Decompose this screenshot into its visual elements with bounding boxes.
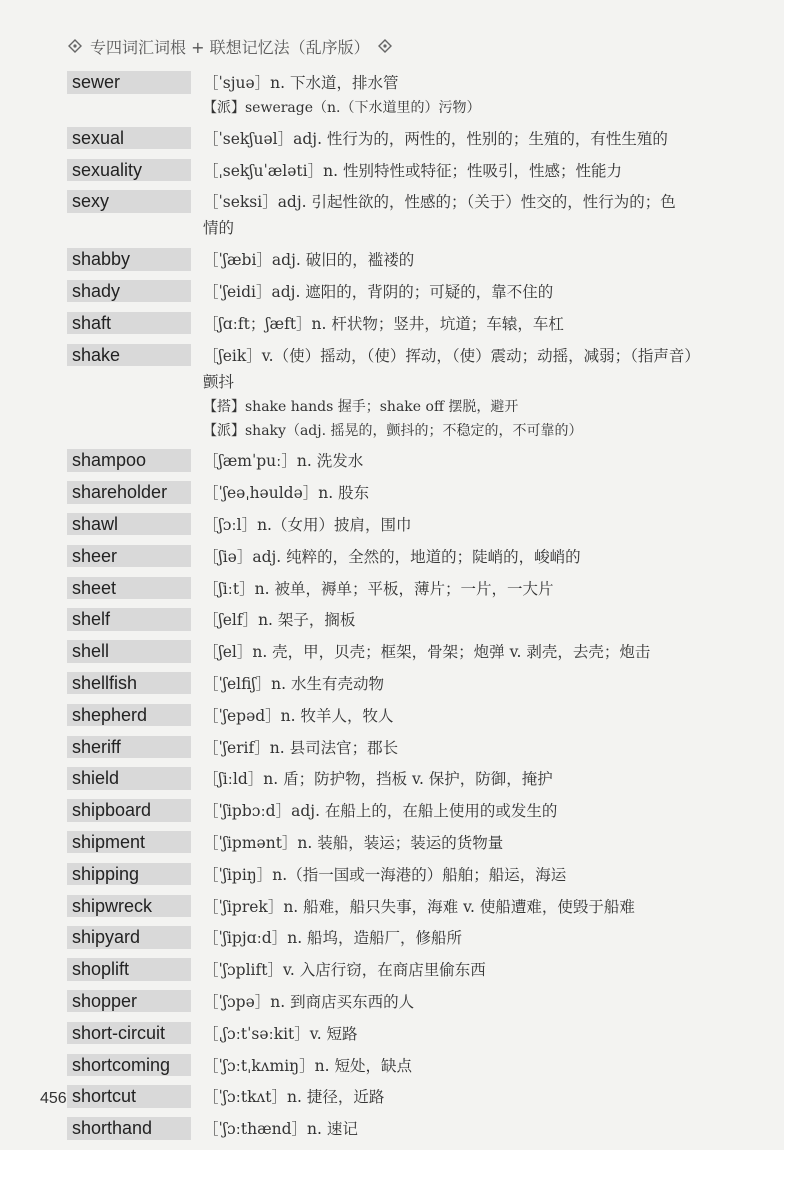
- headword: shoplift: [67, 958, 191, 981]
- headword: shipboard: [67, 799, 191, 822]
- definition: [191, 576, 717, 602]
- definition: [191, 925, 717, 951]
- headword: shipping: [67, 863, 191, 886]
- vocab-entry: [67, 576, 717, 602]
- definition-line: ［ʃelf］n. 架子，搁板: [203, 611, 356, 630]
- definition: [191, 247, 717, 273]
- vocab-entry: [67, 279, 717, 305]
- headword: sexual: [67, 127, 191, 150]
- definition-line: ［ˈʃipmənt］n. 装船，装运；装运的货物量: [203, 833, 504, 852]
- headword: sexuality: [67, 159, 191, 182]
- definition-line: ［ˈʃæbi］adj. 破旧的，褴褛的: [203, 251, 415, 270]
- vocab-entry: [67, 247, 717, 273]
- definition-line: ［ˈʃɔːthænd］n. 速记: [203, 1120, 358, 1139]
- diamond-ornament-icon: [68, 39, 82, 53]
- headword: shipyard: [67, 926, 191, 949]
- definition: [191, 311, 717, 337]
- headword: shawl: [67, 513, 191, 536]
- vocab-entry: [67, 766, 717, 792]
- vocab-entry: [67, 544, 717, 570]
- definition-line: ［ˌsekʃuˈæləti］n. 性别特性或特征；性吸引，性感；性能力: [203, 161, 622, 180]
- headword: shareholder: [67, 481, 191, 504]
- definition: [191, 798, 717, 824]
- headword: shelf: [67, 608, 191, 631]
- definition: [191, 766, 717, 792]
- definition-line: ［ˈʃɔːtˌkʌmiŋ］n. 短处，缺点: [203, 1056, 412, 1075]
- definition: [191, 957, 717, 983]
- headword: shellfish: [67, 672, 191, 695]
- definition-line: ［ˈʃɔːtkʌt］n. 捷径，近路: [203, 1088, 385, 1107]
- headword: shabby: [67, 248, 191, 271]
- vocab-entry: [67, 1084, 717, 1110]
- vocab-entry: [67, 862, 717, 888]
- definition-line: ［ʃiːld］n. 盾；防护物，挡板 v. 保护，防御，掩护: [203, 770, 553, 789]
- definition: [191, 448, 717, 474]
- definition-line: ［ˈʃipbɔːd］adj. 在船上的，在船上使用的或发生的: [203, 802, 558, 821]
- header-title: 专四词汇词根 + 联想记忆法（乱序版）: [90, 37, 370, 57]
- headword: shopper: [67, 990, 191, 1013]
- vocab-entry: [67, 925, 717, 951]
- definition: [191, 343, 717, 443]
- definition-line: ［ˈsekʃuəl］adj. 性行为的，两性的，性别的；生殖的，有性生殖的: [203, 129, 668, 148]
- definition-line: 颤抖: [203, 372, 235, 391]
- headword: shortcut: [67, 1085, 191, 1108]
- vocab-entry: [67, 735, 717, 761]
- definition-line: ［ˈseksi］adj. 引起性欲的，性感的；（关于）性交的，性行为的；色: [203, 193, 676, 212]
- definition-line: ［ˈʃiprek］n. 船难，船只失事，海难 v. 使船遭难，使毁于船难: [203, 897, 635, 916]
- headword: shake: [67, 344, 191, 367]
- definition-line: ［ˈʃerif］n. 县司法官；郡长: [203, 738, 399, 757]
- vocab-entry: [67, 607, 717, 633]
- vocabulary-list: [67, 70, 717, 1148]
- derivation-line: 【派】sewerage（n.（下水道里的）污物）: [203, 100, 481, 116]
- vocab-entry: [67, 480, 717, 506]
- definition-line: ［ʃæmˈpuː］n. 洗发水: [203, 452, 364, 471]
- headword: shield: [67, 767, 191, 790]
- headword: shorthand: [67, 1117, 191, 1140]
- headword: shaft: [67, 312, 191, 335]
- definition-line: ［ʃiə］adj. 纯粹的，全然的，地道的；陡峭的，峻峭的: [203, 547, 581, 566]
- headword: shepherd: [67, 704, 191, 727]
- page-number: 456: [40, 1090, 67, 1107]
- vocab-entry: [67, 1021, 717, 1047]
- headword: shampoo: [67, 449, 191, 472]
- vocab-entry: [67, 1116, 717, 1142]
- definition-line: ［ˈʃepəd］n. 牧羊人，牧人: [203, 706, 394, 725]
- definition: [191, 480, 717, 506]
- vocab-entry: [67, 343, 717, 443]
- definition-line: ［ʃɑːft；ʃæft］n. 杆状物；竖井，坑道；车辕，车杠: [203, 314, 564, 333]
- definition: [191, 830, 717, 856]
- definition-line: ［ˈʃeəˌhəuldə］n. 股东: [203, 484, 370, 503]
- vocab-entry: [67, 311, 717, 337]
- definition: [191, 512, 717, 538]
- headword: shady: [67, 280, 191, 303]
- definition-line: ［ˌʃɔːtˈsəːkit］v. 短路: [203, 1024, 358, 1043]
- definition: [191, 989, 717, 1015]
- definition: [191, 544, 717, 570]
- definition-line: ［ʃɔːl］n.（女用）披肩，围巾: [203, 515, 412, 534]
- definition: [191, 862, 717, 888]
- definition: [191, 894, 717, 920]
- vocab-entry: [67, 957, 717, 983]
- definition-line: ［ˈʃipiŋ］n.（指一国或一海港的）船舶；船运，海运: [203, 865, 567, 884]
- definition-line: ［ˈʃɔplift］v. 入店行窃，在商店里偷东西: [203, 961, 486, 980]
- definition-line: ［ˈʃɔpə］n. 到商店买东西的人: [203, 992, 415, 1011]
- definition: [191, 639, 717, 665]
- derivation-line: 【搭】shake hands 握手；shake off 摆脱，避开: [203, 398, 519, 415]
- definition: [191, 279, 717, 305]
- definition: [191, 1021, 717, 1047]
- diamond-ornament-icon: [378, 39, 392, 53]
- definition-line: ［ˈʃipjɑːd］n. 船坞，造船厂，修船所: [203, 929, 463, 948]
- headword: short-circuit: [67, 1022, 191, 1045]
- vocab-entry: [67, 639, 717, 665]
- vocab-entry: [67, 671, 717, 697]
- vocab-entry: [67, 126, 717, 152]
- definition: [191, 607, 717, 633]
- running-header: [68, 34, 392, 58]
- definition: [191, 1053, 717, 1079]
- definition-line: ［ˈʃeidi］adj. 遮阳的，背阴的；可疑的，靠不住的: [203, 282, 554, 301]
- definition: [191, 703, 717, 729]
- vocab-entry: [67, 703, 717, 729]
- headword: shell: [67, 640, 191, 663]
- definition-line: ［ˈsjuə］n. 下水道，排水管: [203, 74, 399, 92]
- vocab-entry: [67, 70, 717, 120]
- definition: [191, 735, 717, 761]
- definition: [191, 1084, 717, 1110]
- headword: sheet: [67, 577, 191, 600]
- vocab-entry: [67, 989, 717, 1015]
- headword: shipwreck: [67, 895, 191, 918]
- vocab-entry: [67, 512, 717, 538]
- definition: [191, 126, 717, 152]
- definition: [191, 671, 717, 697]
- page-edge: [784, 0, 800, 1150]
- definition-line: ［ˈʃelfiʃ］n. 水生有壳动物: [203, 674, 384, 693]
- vocab-entry: [67, 448, 717, 474]
- page-margin: [0, 1150, 800, 1193]
- headword: shipment: [67, 831, 191, 854]
- headword: sewer: [67, 71, 191, 94]
- definition-line: ［ʃeik］v.（使）摇动，（使）挥动，（使）震动；动摇，减弱；（指声音）: [203, 346, 700, 365]
- headword: sexy: [67, 190, 191, 213]
- derivation-line: 【派】shaky（adj. 摇晃的，颤抖的；不稳定的，不可靠的）: [203, 422, 583, 439]
- headword: sheriff: [67, 736, 191, 759]
- vocab-entry: [67, 830, 717, 856]
- vocab-entry: [67, 798, 717, 824]
- definition-line: 情的: [203, 219, 235, 238]
- headword: sheer: [67, 545, 191, 568]
- definition: [191, 189, 717, 241]
- definition: [191, 1116, 717, 1142]
- definition-line: ［ʃiːt］n. 被单，褥单；平板，薄片；一片，一大片: [203, 579, 554, 598]
- vocab-entry: [67, 1053, 717, 1079]
- vocab-entry: [67, 189, 717, 241]
- vocab-entry: [67, 158, 717, 184]
- headword: shortcoming: [67, 1054, 191, 1077]
- definition: [191, 70, 717, 120]
- definition: [191, 158, 717, 184]
- vocab-entry: [67, 894, 717, 920]
- definition-line: ［ʃel］n. 壳，甲，贝壳；框架，骨架；炮弹 v. 剥壳，去壳；炮击: [203, 643, 651, 662]
